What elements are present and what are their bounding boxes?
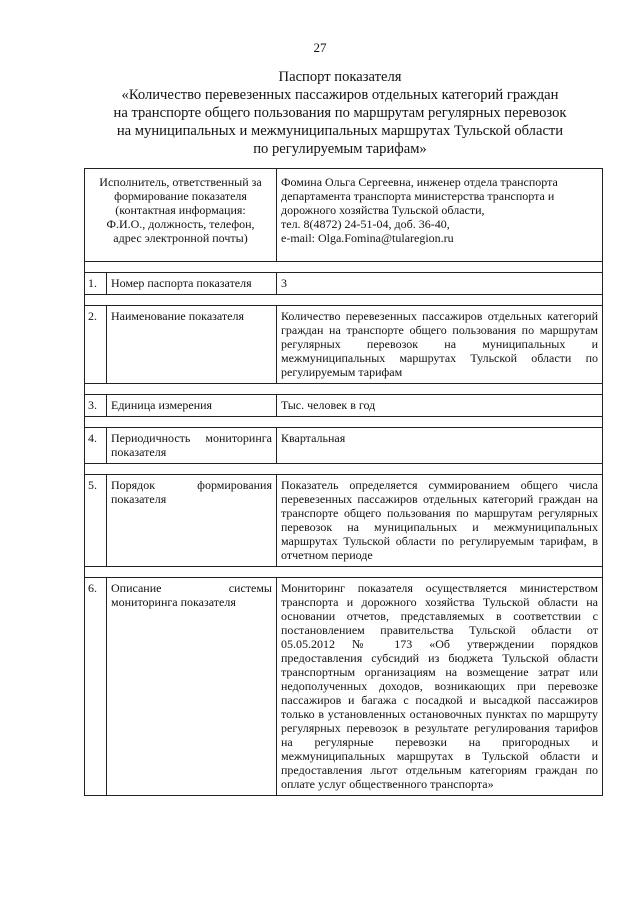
- table-row: [85, 395, 603, 417]
- table-spacer: [85, 464, 603, 475]
- page-number: 27: [313, 40, 327, 55]
- table-spacer: [85, 567, 603, 578]
- title-line-2: «Количество перевезенных пассажиров отдельных категорий граждан: [121, 87, 559, 103]
- table-spacer: [85, 262, 603, 273]
- row-name: Наименование показателя: [107, 306, 277, 384]
- row-name: Периодичность мониторинга показателя: [107, 428, 277, 464]
- table-spacer: [85, 384, 603, 395]
- table-spacer: [85, 417, 603, 428]
- row-number: 1.: [85, 273, 107, 295]
- row-name: Единица измерения: [107, 395, 277, 417]
- executor-label: Исполнитель, ответственный за формирование показателя (контактная информация: Ф.И.О., должность, телефон, адрес электронной почты): [85, 169, 277, 262]
- table-row: [85, 475, 603, 567]
- row-value: Мониторинг показателя осуществляется министерством транспорта и дорожного хозяйства Тульской области на основании отчетов, представляемых в соответствии с постановлением правительства Тульской области от 05.05.2012 № 173 «Об утверждении порядков предоставления субсидий из бюджета Тульской области транспортным организациям на возмещение затрат или недополученных доходов, возникающих при перевозке пассажиров и багажа с посадкой и высадкой пассажиров только в установленных остановочных пунктах по маршруту регулярных перевозок в результате регулирования тарифов на регулярные перевозки на пригородных и межмуниципальных маршрутах в Тульской области и предоставления льгот отдельным категориям граждан по оплате услуг общественного транспорта»: [277, 578, 603, 796]
- row-number: 5.: [85, 475, 107, 567]
- title-line-5: по регулируемым тарифам»: [253, 141, 427, 157]
- row-number: 6.: [85, 578, 107, 796]
- row-name: Порядок формирования показателя: [107, 475, 277, 567]
- table-row: [85, 306, 603, 384]
- row-value: 3: [277, 273, 603, 295]
- row-number: 3.: [85, 395, 107, 417]
- title-line-4: на муниципальных и межмуниципальных маршрутах Тульской области: [116, 123, 564, 139]
- row-value: Количество перевезенных пассажиров отдельных категорий граждан на транспорте общего пользования по маршрутам регулярных перевозок на муниципальных и межмуниципальных маршрутах Тульской области по регулируемым тарифам: [277, 306, 603, 384]
- table-row: [85, 273, 603, 295]
- row-name: Описание системы мониторинга показателя: [107, 578, 277, 796]
- document-title: [70, 68, 610, 158]
- table-row: [85, 428, 603, 464]
- row-value: Показатель определяется суммированием общего числа перевезенных пассажиров отдельных категорий граждан на транспорте общего пользования по маршрутам регулярных перевозок на муниципальных и межмуниципальных маршрутах Тульской области по регулируемым тарифам, в отчетном периоде: [277, 475, 603, 567]
- row-number: 2.: [85, 306, 107, 384]
- executor-row: [85, 169, 603, 262]
- executor-value: Фомина Ольга Сергеевна, инженер отдела транспорта департамента транспорта министерства транспорта и дорожного хозяйства Тульской области, тел. 8(4872) 24-51-04, доб. 36-40, e-mail: Olga.Fomina@tularegion.ru: [277, 169, 603, 262]
- row-number: 4.: [85, 428, 107, 464]
- table-row: [85, 578, 603, 796]
- row-value: Тыс. человек в год: [277, 395, 603, 417]
- title-line-3: на транспорте общего пользования по маршрутам регулярных перевозок: [113, 105, 567, 121]
- indicator-passport-table: [84, 168, 603, 796]
- row-value: Квартальная: [277, 428, 603, 464]
- table-spacer: [85, 295, 603, 306]
- title-line-1: Паспорт показателя: [278, 69, 402, 85]
- row-name: Номер паспорта показателя: [107, 273, 277, 295]
